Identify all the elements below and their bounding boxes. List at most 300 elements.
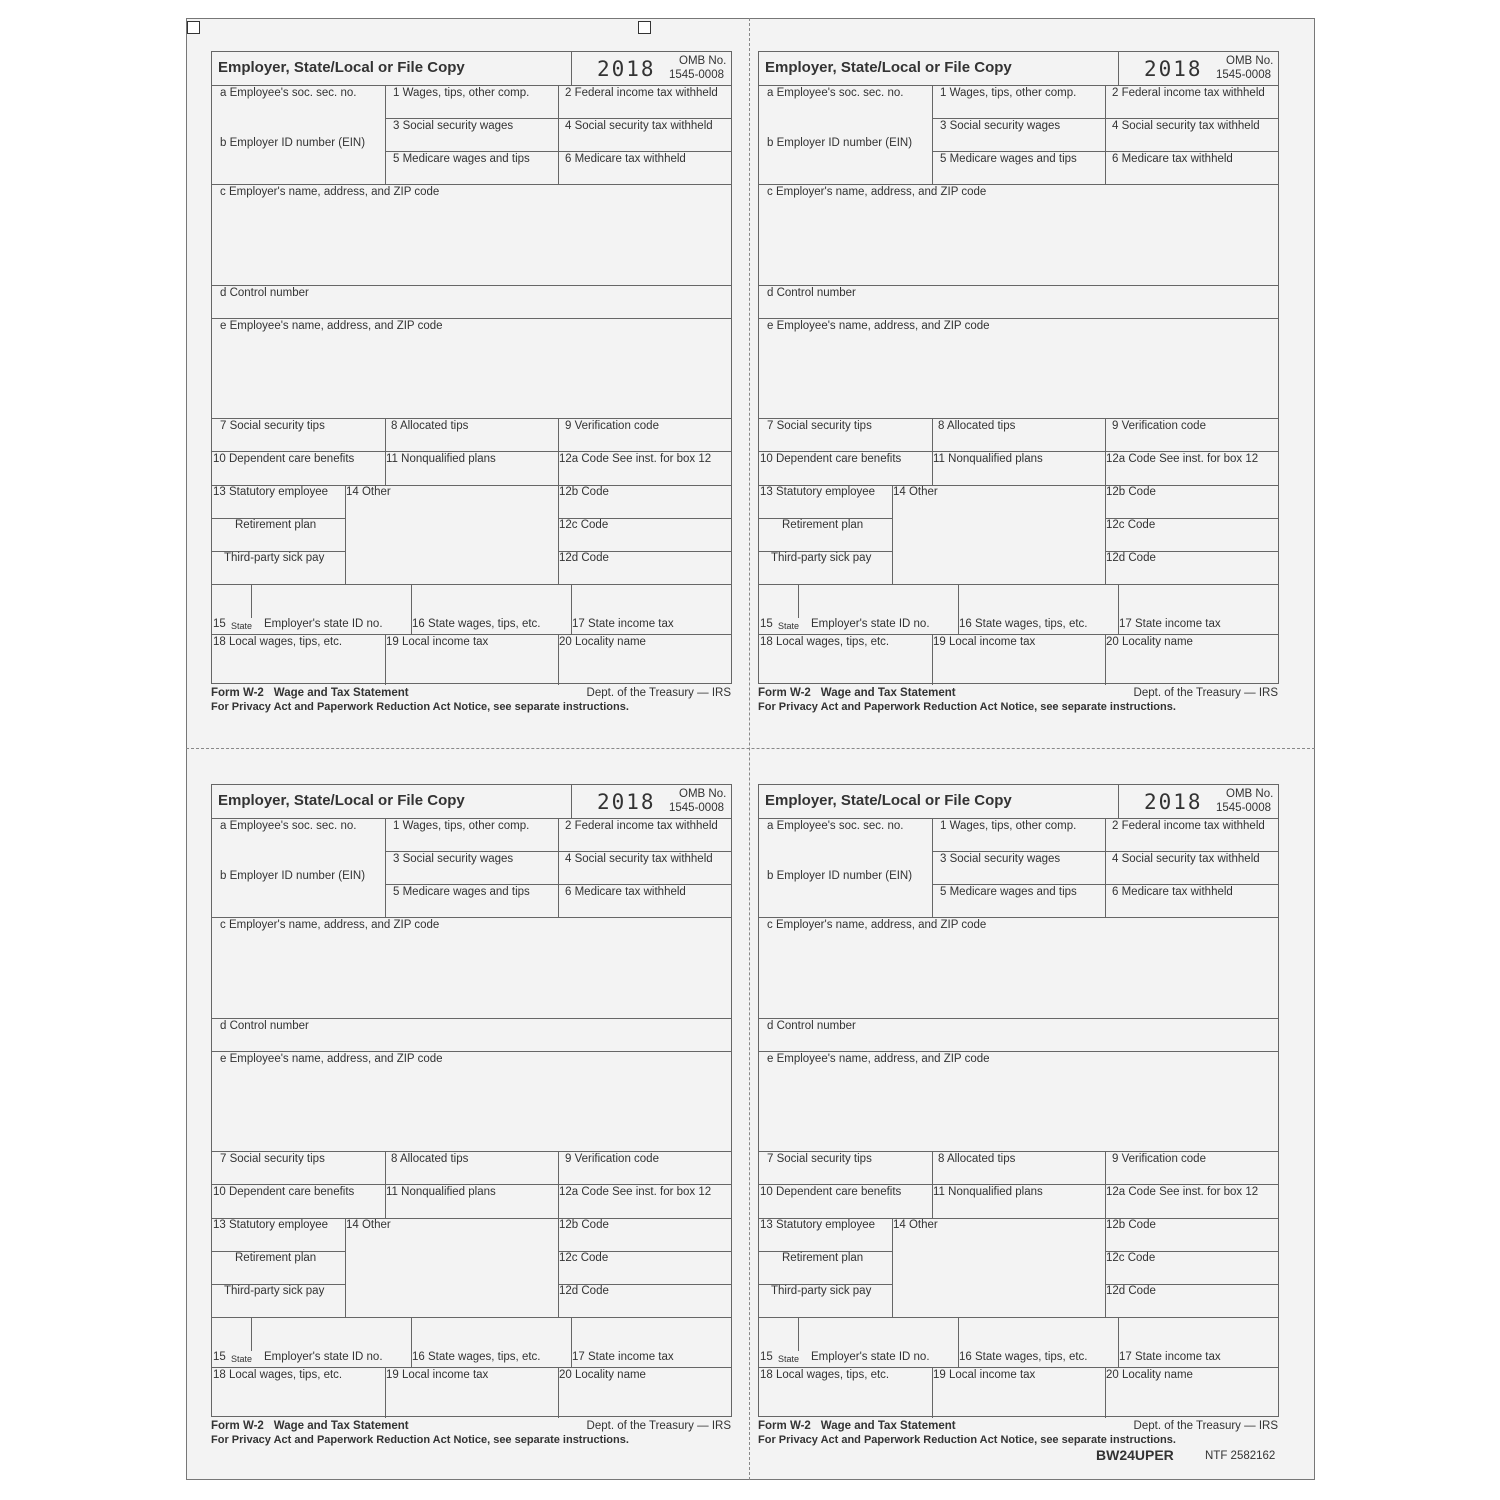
box-a-label: a Employee's soc. sec. no. bbox=[220, 820, 357, 832]
box-18-label: 18 Local wages, tips, etc. bbox=[760, 1369, 890, 1381]
retirement-plan-checkbox[interactable] bbox=[212, 518, 345, 551]
box-13-label: 13 Statutory employee bbox=[213, 486, 329, 498]
box-7-label: 7 Social security tips bbox=[220, 1153, 325, 1165]
box-11-label: 11 Nonqualified plans bbox=[933, 1186, 1043, 1198]
copy-title: Employer, State/Local or File Copy bbox=[765, 792, 1012, 809]
box-18-field[interactable] bbox=[212, 634, 385, 684]
box-6-field[interactable] bbox=[1105, 151, 1278, 184]
box-12d-field[interactable] bbox=[558, 1284, 731, 1317]
box-7-label: 7 Social security tips bbox=[767, 1153, 872, 1165]
box-e-label: e Employee's name, address, and ZIP code bbox=[220, 320, 443, 332]
box-18-field[interactable] bbox=[759, 634, 932, 684]
box-16-label: 16 State wages, tips, etc. bbox=[412, 618, 541, 630]
omb-label: OMB No. bbox=[679, 55, 727, 67]
box-2-field[interactable] bbox=[1105, 85, 1278, 118]
employer-name-address-field[interactable] bbox=[212, 184, 731, 285]
box-9-label: 9 Verification code bbox=[565, 420, 659, 432]
employee-ssn-field[interactable] bbox=[759, 85, 932, 135]
box-12a-field[interactable] bbox=[1105, 451, 1278, 485]
box-6-label: 6 Medicare tax withheld bbox=[1112, 886, 1233, 898]
box-8-field[interactable] bbox=[932, 418, 1105, 451]
box-20-label: 20 Locality name bbox=[1106, 636, 1193, 648]
box-b-label: b Employer ID number (EIN) bbox=[767, 870, 913, 882]
box-19-field[interactable] bbox=[932, 1367, 1105, 1417]
box-15-field[interactable] bbox=[759, 1317, 958, 1367]
box-1-field[interactable] bbox=[932, 818, 1105, 851]
box-1-label: 1 Wages, tips, other comp. bbox=[940, 87, 1077, 99]
ntf-code: NTF 2582162 bbox=[1205, 1450, 1276, 1462]
tax-year: 2018 bbox=[597, 790, 656, 814]
form-name: Form W-2 bbox=[758, 687, 811, 699]
box-15-id-label: Employer's state ID no. bbox=[811, 1351, 930, 1363]
box-8-label: 8 Allocated tips bbox=[391, 1153, 469, 1165]
box-17-label: 17 State income tax bbox=[572, 1351, 674, 1363]
omb-label: OMB No. bbox=[1226, 788, 1274, 800]
box-15-state-label: State bbox=[778, 621, 800, 631]
box-2-field[interactable] bbox=[1105, 818, 1278, 851]
box-8-label: 8 Allocated tips bbox=[938, 420, 1016, 432]
tax-year: 2018 bbox=[597, 57, 656, 81]
omb-number: 1545-0008 bbox=[669, 69, 724, 81]
treasury-dept: Dept. of the Treasury — IRS bbox=[586, 687, 731, 699]
third-party-sick-pay-label: Third-party sick pay bbox=[771, 552, 872, 564]
box-2-label: 2 Federal income tax withheld bbox=[1112, 820, 1265, 832]
employer-name-address-field[interactable] bbox=[759, 917, 1278, 1018]
box-9-field[interactable] bbox=[558, 418, 731, 451]
box-18-field[interactable] bbox=[759, 1367, 932, 1417]
box-12a-field[interactable] bbox=[558, 1184, 731, 1218]
privacy-notice: For Privacy Act and Paperwork Reduction Act Notice, see separate instructions. bbox=[211, 701, 629, 713]
box-1-label: 1 Wages, tips, other comp. bbox=[940, 820, 1077, 832]
box-9-label: 9 Verification code bbox=[565, 1153, 659, 1165]
box-b-label: b Employer ID number (EIN) bbox=[220, 137, 366, 149]
box-18-label: 18 Local wages, tips, etc. bbox=[760, 636, 890, 648]
box-5-label: 5 Medicare wages and tips bbox=[940, 153, 1077, 165]
control-number-field[interactable] bbox=[212, 285, 731, 318]
box-10-field[interactable] bbox=[759, 451, 932, 485]
box-14-field[interactable] bbox=[345, 485, 558, 584]
box-4-field[interactable] bbox=[558, 851, 731, 884]
box-15-field[interactable] bbox=[212, 584, 411, 634]
box-16-label: 16 State wages, tips, etc. bbox=[959, 1351, 1088, 1363]
box-14-field[interactable] bbox=[345, 1218, 558, 1317]
box-13-label: 13 Statutory employee bbox=[760, 486, 876, 498]
third-party-sick-pay-label: Third-party sick pay bbox=[771, 1285, 872, 1297]
box-13-label: 13 Statutory employee bbox=[760, 1219, 876, 1231]
box-7-field[interactable] bbox=[759, 418, 932, 451]
box-12d-field[interactable] bbox=[1105, 551, 1278, 584]
control-number-field[interactable] bbox=[759, 1018, 1278, 1051]
box-3-field[interactable] bbox=[932, 118, 1105, 151]
box-6-label: 6 Medicare tax withheld bbox=[565, 886, 686, 898]
box-e-label: e Employee's name, address, and ZIP code bbox=[220, 1053, 443, 1065]
box-11-label: 11 Nonqualified plans bbox=[386, 1186, 496, 1198]
box-15-field[interactable] bbox=[212, 1317, 411, 1367]
box-c-label: c Employer's name, address, and ZIP code bbox=[220, 186, 440, 198]
form-statement: Wage and Tax Statement bbox=[273, 1420, 409, 1432]
w2-grid bbox=[211, 51, 732, 684]
box-2-field[interactable] bbox=[558, 85, 731, 118]
box-16-label: 16 State wages, tips, etc. bbox=[412, 1351, 541, 1363]
box-11-label: 11 Nonqualified plans bbox=[386, 453, 496, 465]
box-19-field[interactable] bbox=[385, 634, 558, 684]
employee-name-address-field[interactable] bbox=[759, 318, 1278, 418]
employee-name-address-field[interactable] bbox=[212, 1051, 731, 1151]
box-a-label: a Employee's soc. sec. no. bbox=[220, 87, 357, 99]
statutory-employee-checkbox[interactable] bbox=[759, 1218, 892, 1251]
employer-ein-field[interactable] bbox=[759, 868, 932, 917]
employer-ein-field[interactable] bbox=[212, 868, 385, 917]
box-12b-field[interactable] bbox=[1105, 485, 1278, 518]
w2-form-3 bbox=[211, 784, 732, 1464]
box-8-field[interactable] bbox=[385, 1151, 558, 1184]
box-12d-label: 12d Code bbox=[1106, 1285, 1156, 1297]
box-12b-label: 12b Code bbox=[559, 486, 609, 498]
box-6-label: 6 Medicare tax withheld bbox=[565, 153, 686, 165]
box-1-field[interactable] bbox=[932, 85, 1105, 118]
box-10-label: 10 Dependent care benefits bbox=[760, 1186, 902, 1198]
box-11-field[interactable] bbox=[385, 451, 558, 485]
third-party-sick-pay-checkbox[interactable] bbox=[759, 551, 892, 584]
box-9-label: 9 Verification code bbox=[1112, 1153, 1206, 1165]
box-19-label: 19 Local income tax bbox=[933, 636, 1036, 648]
box-2-label: 2 Federal income tax withheld bbox=[565, 820, 718, 832]
box-6-field[interactable] bbox=[558, 884, 731, 917]
box-17-label: 17 State income tax bbox=[572, 618, 674, 630]
employer-name-address-field[interactable] bbox=[212, 917, 731, 1018]
omb-number: 1545-0008 bbox=[1216, 802, 1271, 814]
box-19-field[interactable] bbox=[932, 634, 1105, 684]
box-9-field[interactable] bbox=[558, 1151, 731, 1184]
statutory-employee-checkbox[interactable] bbox=[759, 485, 892, 518]
box-1-field[interactable] bbox=[385, 85, 558, 118]
box-12a-label: 12a Code See inst. for box 12 bbox=[559, 1186, 712, 1198]
box-17-field[interactable] bbox=[1118, 584, 1278, 634]
box-12b-field[interactable] bbox=[558, 1218, 731, 1251]
box-9-field[interactable] bbox=[1105, 418, 1278, 451]
box-4-label: 4 Social security tax withheld bbox=[1112, 853, 1260, 865]
box-15-number: 15 bbox=[760, 1351, 773, 1363]
control-number-field[interactable] bbox=[759, 285, 1278, 318]
box-5-label: 5 Medicare wages and tips bbox=[940, 886, 1077, 898]
box-6-field[interactable] bbox=[558, 151, 731, 184]
employee-ssn-field[interactable] bbox=[759, 818, 932, 868]
box-12c-label: 12c Code bbox=[1106, 1252, 1156, 1264]
box-15-id-label: Employer's state ID no. bbox=[264, 618, 383, 630]
box-15-number: 15 bbox=[760, 618, 773, 630]
box-12d-label: 12d Code bbox=[559, 1285, 609, 1297]
omb-number: 1545-0008 bbox=[669, 802, 724, 814]
box-12b-label: 12b Code bbox=[1106, 486, 1156, 498]
box-12a-field[interactable] bbox=[1105, 1184, 1278, 1218]
box-12a-label: 12a Code See inst. for box 12 bbox=[1106, 453, 1259, 465]
statutory-employee-checkbox[interactable] bbox=[212, 1218, 345, 1251]
employee-ssn-field[interactable] bbox=[212, 85, 385, 135]
box-13-label: 13 Statutory employee bbox=[213, 1219, 329, 1231]
box-e-label: e Employee's name, address, and ZIP code bbox=[767, 320, 990, 332]
grid-line bbox=[1118, 785, 1119, 818]
tax-year: 2018 bbox=[1144, 57, 1203, 81]
box-12d-label: 12d Code bbox=[1106, 552, 1156, 564]
box-14-label: 14 Other bbox=[346, 486, 391, 498]
grid-line bbox=[571, 52, 572, 85]
box-12a-field[interactable] bbox=[558, 451, 731, 485]
box-3-label: 3 Social security wages bbox=[393, 853, 514, 865]
box-a-label: a Employee's soc. sec. no. bbox=[767, 820, 904, 832]
form-statement: Wage and Tax Statement bbox=[820, 687, 956, 699]
box-20-label: 20 Locality name bbox=[1106, 1369, 1193, 1381]
box-18-field[interactable] bbox=[212, 1367, 385, 1417]
box-14-field[interactable] bbox=[892, 1218, 1105, 1317]
box-1-label: 1 Wages, tips, other comp. bbox=[393, 87, 530, 99]
employer-ein-field[interactable] bbox=[759, 135, 932, 184]
box-3-field[interactable] bbox=[932, 851, 1105, 884]
w2-grid bbox=[758, 784, 1279, 1417]
grid-line bbox=[571, 785, 572, 818]
box-15-state-label: State bbox=[231, 1354, 253, 1364]
retirement-plan-label: Retirement plan bbox=[235, 1252, 317, 1264]
retirement-plan-label: Retirement plan bbox=[782, 519, 864, 531]
box-17-field[interactable] bbox=[1118, 1317, 1278, 1367]
box-12d-field[interactable] bbox=[558, 551, 731, 584]
employer-name-address-field[interactable] bbox=[759, 184, 1278, 285]
registration-mark-left bbox=[187, 21, 200, 34]
box-15-field[interactable] bbox=[759, 584, 958, 634]
box-16-field[interactable] bbox=[411, 584, 571, 634]
box-3-label: 3 Social security wages bbox=[393, 120, 514, 132]
box-8-label: 8 Allocated tips bbox=[938, 1153, 1016, 1165]
box-12c-field[interactable] bbox=[1105, 518, 1278, 551]
box-5-label: 5 Medicare wages and tips bbox=[393, 886, 530, 898]
box-20-field[interactable] bbox=[558, 634, 731, 684]
box-2-label: 2 Federal income tax withheld bbox=[1112, 87, 1265, 99]
box-12c-field[interactable] bbox=[1105, 1251, 1278, 1284]
privacy-notice: For Privacy Act and Paperwork Reduction Act Notice, see separate instructions. bbox=[758, 1434, 1176, 1446]
form-footer-title bbox=[758, 687, 956, 699]
form-name: Form W-2 bbox=[211, 687, 264, 699]
box-e-label: e Employee's name, address, and ZIP code bbox=[767, 1053, 990, 1065]
box-5-field[interactable] bbox=[385, 884, 558, 917]
box-6-label: 6 Medicare tax withheld bbox=[1112, 153, 1233, 165]
box-15-number: 15 bbox=[213, 618, 226, 630]
omb-number: 1545-0008 bbox=[1216, 69, 1271, 81]
box-4-label: 4 Social security tax withheld bbox=[1112, 120, 1260, 132]
box-16-label: 16 State wages, tips, etc. bbox=[959, 618, 1088, 630]
third-party-sick-pay-checkbox[interactable] bbox=[759, 1284, 892, 1317]
box-14-label: 14 Other bbox=[893, 1219, 938, 1231]
form-statement: Wage and Tax Statement bbox=[820, 1420, 956, 1432]
privacy-notice: For Privacy Act and Paperwork Reduction Act Notice, see separate instructions. bbox=[211, 1434, 629, 1446]
box-12b-field[interactable] bbox=[1105, 1218, 1278, 1251]
box-12c-label: 12c Code bbox=[1106, 519, 1156, 531]
privacy-notice: For Privacy Act and Paperwork Reduction Act Notice, see separate instructions. bbox=[758, 701, 1176, 713]
box-4-field[interactable] bbox=[558, 118, 731, 151]
box-11-label: 11 Nonqualified plans bbox=[933, 453, 1043, 465]
box-15-id-label: Employer's state ID no. bbox=[264, 1351, 383, 1363]
box-12c-field[interactable] bbox=[558, 1251, 731, 1284]
treasury-dept: Dept. of the Treasury — IRS bbox=[1133, 687, 1278, 699]
form-footer-title bbox=[211, 1420, 409, 1432]
box-12d-field[interactable] bbox=[1105, 1284, 1278, 1317]
box-a-label: a Employee's soc. sec. no. bbox=[767, 87, 904, 99]
box-2-label: 2 Federal income tax withheld bbox=[565, 87, 718, 99]
employer-ein-field[interactable] bbox=[212, 135, 385, 184]
box-10-field[interactable] bbox=[759, 1184, 932, 1218]
box-12a-label: 12a Code See inst. for box 12 bbox=[559, 453, 712, 465]
box-15-state-label: State bbox=[231, 621, 253, 631]
box-18-label: 18 Local wages, tips, etc. bbox=[213, 1369, 343, 1381]
box-5-label: 5 Medicare wages and tips bbox=[393, 153, 530, 165]
box-4-label: 4 Social security tax withheld bbox=[565, 853, 713, 865]
w2-grid bbox=[211, 784, 732, 1417]
statutory-employee-checkbox[interactable] bbox=[212, 485, 345, 518]
retirement-plan-checkbox[interactable] bbox=[759, 1251, 892, 1284]
box-b-label: b Employer ID number (EIN) bbox=[767, 137, 913, 149]
box-16-field[interactable] bbox=[411, 1317, 571, 1367]
box-11-field[interactable] bbox=[932, 451, 1105, 485]
box-5-field[interactable] bbox=[385, 151, 558, 184]
w2-form-2 bbox=[758, 51, 1279, 731]
w2-form-1 bbox=[211, 51, 732, 731]
box-10-field[interactable] bbox=[212, 1184, 385, 1218]
box-3-field[interactable] bbox=[385, 118, 558, 151]
box-19-label: 19 Local income tax bbox=[386, 636, 489, 648]
control-number-field[interactable] bbox=[212, 1018, 731, 1051]
box-14-label: 14 Other bbox=[346, 1219, 391, 1231]
box-11-field[interactable] bbox=[932, 1184, 1105, 1218]
box-7-field[interactable] bbox=[759, 1151, 932, 1184]
form-name: Form W-2 bbox=[211, 1420, 264, 1432]
box-14-label: 14 Other bbox=[893, 486, 938, 498]
box-17-label: 17 State income tax bbox=[1119, 618, 1221, 630]
grid-line bbox=[1118, 52, 1119, 85]
box-17-field[interactable] bbox=[571, 584, 731, 634]
third-party-sick-pay-checkbox[interactable] bbox=[212, 1284, 345, 1317]
box-3-field[interactable] bbox=[385, 851, 558, 884]
box-4-field[interactable] bbox=[1105, 851, 1278, 884]
treasury-dept: Dept. of the Treasury — IRS bbox=[586, 1420, 731, 1432]
copy-title: Employer, State/Local or File Copy bbox=[218, 792, 465, 809]
box-4-field[interactable] bbox=[1105, 118, 1278, 151]
box-9-field[interactable] bbox=[1105, 1151, 1278, 1184]
box-1-field[interactable] bbox=[385, 818, 558, 851]
box-9-label: 9 Verification code bbox=[1112, 420, 1206, 432]
form-name: Form W-2 bbox=[758, 1420, 811, 1432]
box-19-label: 19 Local income tax bbox=[386, 1369, 489, 1381]
form-footer-title bbox=[211, 687, 409, 699]
box-6-field[interactable] bbox=[1105, 884, 1278, 917]
box-7-label: 7 Social security tips bbox=[220, 420, 325, 432]
box-7-field[interactable] bbox=[212, 418, 385, 451]
box-17-field[interactable] bbox=[571, 1317, 731, 1367]
retirement-plan-checkbox[interactable] bbox=[212, 1251, 345, 1284]
box-2-field[interactable] bbox=[558, 818, 731, 851]
horizontal-perforation bbox=[186, 748, 1315, 749]
box-8-field[interactable] bbox=[385, 418, 558, 451]
box-5-field[interactable] bbox=[932, 151, 1105, 184]
box-20-label: 20 Locality name bbox=[559, 636, 646, 648]
box-5-field[interactable] bbox=[932, 884, 1105, 917]
form-statement: Wage and Tax Statement bbox=[273, 687, 409, 699]
product-code: BW24UPER bbox=[1096, 1447, 1174, 1463]
box-1-label: 1 Wages, tips, other comp. bbox=[393, 820, 530, 832]
box-12c-label: 12c Code bbox=[559, 519, 609, 531]
retirement-plan-checkbox[interactable] bbox=[759, 518, 892, 551]
box-3-label: 3 Social security wages bbox=[940, 853, 1061, 865]
box-d-label: d Control number bbox=[767, 287, 856, 299]
box-12b-label: 12b Code bbox=[559, 1219, 609, 1231]
copy-title: Employer, State/Local or File Copy bbox=[765, 59, 1012, 76]
box-16-field[interactable] bbox=[958, 584, 1118, 634]
box-20-field[interactable] bbox=[1105, 1367, 1278, 1417]
third-party-sick-pay-label: Third-party sick pay bbox=[224, 552, 325, 564]
w2-form-4 bbox=[758, 784, 1279, 1464]
treasury-dept: Dept. of the Treasury — IRS bbox=[1133, 1420, 1278, 1432]
box-4-label: 4 Social security tax withheld bbox=[565, 120, 713, 132]
box-19-field[interactable] bbox=[385, 1367, 558, 1417]
box-10-field[interactable] bbox=[212, 451, 385, 485]
box-12c-field[interactable] bbox=[558, 518, 731, 551]
box-10-label: 10 Dependent care benefits bbox=[213, 1186, 355, 1198]
employee-name-address-field[interactable] bbox=[759, 1051, 1278, 1151]
third-party-sick-pay-label: Third-party sick pay bbox=[224, 1285, 325, 1297]
box-7-field[interactable] bbox=[212, 1151, 385, 1184]
retirement-plan-label: Retirement plan bbox=[782, 1252, 864, 1264]
w2-grid bbox=[758, 51, 1279, 684]
box-12a-label: 12a Code See inst. for box 12 bbox=[1106, 1186, 1259, 1198]
box-20-field[interactable] bbox=[1105, 634, 1278, 684]
box-7-label: 7 Social security tips bbox=[767, 420, 872, 432]
box-12d-label: 12d Code bbox=[559, 552, 609, 564]
box-15-state-label: State bbox=[778, 1354, 800, 1364]
box-20-label: 20 Locality name bbox=[559, 1369, 646, 1381]
registration-mark-center bbox=[638, 21, 651, 34]
box-c-label: c Employer's name, address, and ZIP code bbox=[220, 919, 440, 931]
copy-title: Employer, State/Local or File Copy bbox=[218, 59, 465, 76]
box-8-field[interactable] bbox=[932, 1151, 1105, 1184]
box-12c-label: 12c Code bbox=[559, 1252, 609, 1264]
box-18-label: 18 Local wages, tips, etc. bbox=[213, 636, 343, 648]
box-14-field[interactable] bbox=[892, 485, 1105, 584]
box-3-label: 3 Social security wages bbox=[940, 120, 1061, 132]
box-10-label: 10 Dependent care benefits bbox=[760, 453, 902, 465]
third-party-sick-pay-checkbox[interactable] bbox=[212, 551, 345, 584]
box-19-label: 19 Local income tax bbox=[933, 1369, 1036, 1381]
box-17-label: 17 State income tax bbox=[1119, 1351, 1221, 1363]
omb-label: OMB No. bbox=[1226, 55, 1274, 67]
box-d-label: d Control number bbox=[220, 287, 309, 299]
box-d-label: d Control number bbox=[220, 1020, 309, 1032]
box-c-label: c Employer's name, address, and ZIP code bbox=[767, 186, 987, 198]
box-12b-field[interactable] bbox=[558, 485, 731, 518]
box-15-number: 15 bbox=[213, 1351, 226, 1363]
employee-name-address-field[interactable] bbox=[212, 318, 731, 418]
box-11-field[interactable] bbox=[385, 1184, 558, 1218]
box-8-label: 8 Allocated tips bbox=[391, 420, 469, 432]
form-footer-title bbox=[758, 1420, 956, 1432]
box-d-label: d Control number bbox=[767, 1020, 856, 1032]
omb-label: OMB No. bbox=[679, 788, 727, 800]
box-c-label: c Employer's name, address, and ZIP code bbox=[767, 919, 987, 931]
employee-ssn-field[interactable] bbox=[212, 818, 385, 868]
box-15-id-label: Employer's state ID no. bbox=[811, 618, 930, 630]
box-12b-label: 12b Code bbox=[1106, 1219, 1156, 1231]
tax-year: 2018 bbox=[1144, 790, 1203, 814]
box-16-field[interactable] bbox=[958, 1317, 1118, 1367]
box-20-field[interactable] bbox=[558, 1367, 731, 1417]
vertical-perforation bbox=[749, 18, 750, 1480]
box-10-label: 10 Dependent care benefits bbox=[213, 453, 355, 465]
